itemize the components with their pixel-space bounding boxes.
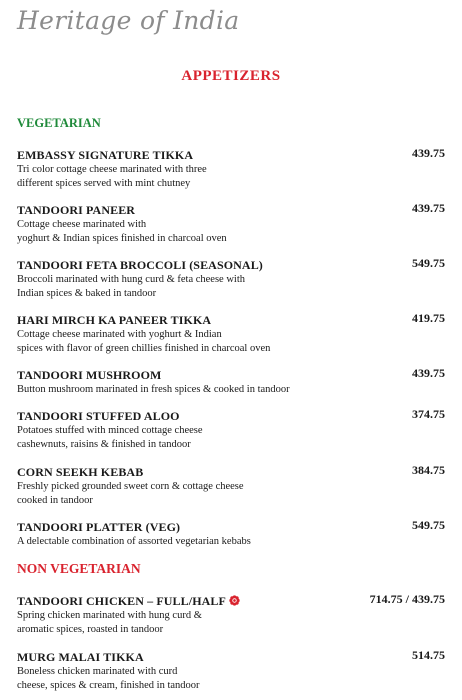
menu-item-price: 384.75	[412, 463, 445, 477]
menu-item	[17, 146, 445, 190]
description-line: Potatoes stuffed with minced cottage cheese	[17, 425, 203, 436]
menu-item-price: 514.75	[412, 648, 445, 662]
description-line: different spices served with mint chutney	[17, 177, 191, 189]
menu-item-header	[17, 256, 445, 271]
menu-item-price: 439.75	[412, 366, 445, 380]
menu-item-price: 549.75	[412, 518, 445, 532]
description-line: A delectable combination of assorted vegetarian kebabs	[17, 536, 251, 547]
menu-item-name: TANDOORI CHICKEN – FULL/HALF	[17, 594, 226, 608]
menu-item-name: TANDOORI MUSHROOM	[17, 368, 162, 382]
description-line: aromatic spices, roasted in tandoor	[17, 623, 164, 635]
menu-item-name: MURG MALAI TIKKA	[17, 650, 144, 664]
menu-item-name: HARI MIRCH KA PANEER TIKKA	[17, 313, 212, 327]
menu-item-description	[17, 218, 347, 245]
menu-item-price: 439.75	[412, 146, 445, 160]
menu-item	[17, 592, 445, 636]
chef-special-icon	[229, 595, 240, 606]
menu-item-description	[17, 535, 347, 549]
section-title: APPETIZERS	[181, 68, 281, 84]
menu-item-description	[17, 273, 347, 300]
menu-item-name: TANDOORI PANEER	[17, 203, 136, 217]
menu-item-header	[17, 648, 445, 663]
menu-item-price: 374.75	[412, 407, 445, 421]
description-line: spices with flavor of green chillies finished in charcoal oven	[17, 342, 271, 354]
description-line: Freshly picked grounded sweet corn & cottage cheese	[17, 481, 244, 492]
menu-item-header	[17, 463, 445, 478]
description-line: yoghurt & Indian spices finished in charcoal oven	[17, 232, 227, 244]
menu-item-description	[17, 328, 347, 355]
menu-item	[17, 311, 445, 355]
menu-item-price: 714.75 / 439.75	[369, 592, 445, 606]
menu-item-name: EMBASSY SIGNATURE TIKKA	[17, 148, 194, 162]
menu-item-price: 439.75	[412, 201, 445, 215]
menu-item-header	[17, 366, 445, 381]
menu-item-header	[17, 592, 445, 607]
menu-item	[17, 407, 445, 451]
brand-logo: Heritage of India	[17, 6, 240, 35]
menu-item	[17, 201, 445, 245]
description-line: Cottage cheese marinated with	[17, 219, 147, 230]
menu-item-description	[17, 383, 347, 397]
description-line: Tri color cottage cheese marinated with three	[17, 164, 207, 175]
menu-item-header	[17, 146, 445, 161]
category-non-vegetarian: NON VEGETARIAN	[17, 561, 141, 576]
menu-item-name: TANDOORI FETA BROCCOLI (SEASONAL)	[17, 258, 263, 272]
menu-item-name: TANDOORI PLATTER (VEG)	[17, 520, 181, 534]
description-line: Indian spices & baked in tandoor	[17, 287, 157, 299]
description-line: cooked in tandoor	[17, 494, 93, 506]
menu-item-price: 419.75	[412, 311, 445, 325]
description-line: Button mushroom marinated in fresh spices & cooked in tandoor	[17, 384, 290, 395]
menu-item-description	[17, 609, 347, 636]
menu-item-description	[17, 480, 347, 507]
description-line: Broccoli marinated with hung curd & feta cheese with	[17, 274, 246, 285]
menu-item-price: 549.75	[412, 256, 445, 270]
menu-item-header	[17, 201, 445, 216]
description-line: cashewnuts, raisins & finished in tandoor	[17, 438, 191, 450]
menu-item	[17, 648, 445, 692]
menu-item	[17, 463, 445, 507]
description-line: cheese, spices & cream, finished in tandoor	[17, 679, 200, 691]
menu-item-header	[17, 311, 445, 326]
menu-item-description	[17, 665, 347, 692]
menu-item-description	[17, 163, 347, 190]
menu-item-header	[17, 407, 445, 422]
description-line: Spring chicken marinated with hung curd &	[17, 610, 202, 621]
description-line: Cottage cheese marinated with yoghurt & Indian	[17, 329, 222, 340]
menu-item-name: TANDOORI STUFFED ALOO	[17, 409, 180, 423]
description-line: Boneless chicken marinated with curd	[17, 666, 178, 677]
menu-item-header	[17, 518, 445, 533]
menu-item-name: CORN SEEKH KEBAB	[17, 465, 144, 479]
menu-item-description	[17, 424, 347, 451]
menu-item	[17, 518, 445, 549]
menu-item	[17, 366, 445, 397]
category-vegetarian: VEGETARIAN	[17, 116, 101, 130]
menu-item	[17, 256, 445, 300]
